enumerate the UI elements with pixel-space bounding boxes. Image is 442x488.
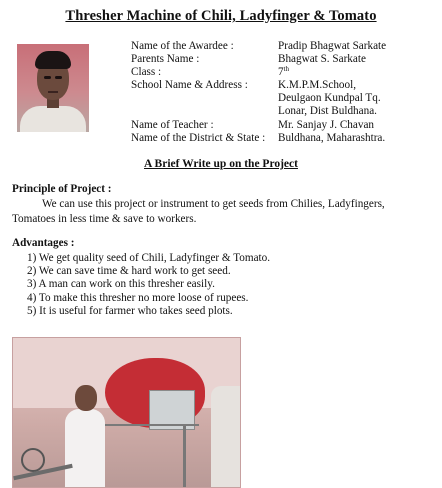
class-value [278,66,289,79]
advantage-item: 5) It is useful for farmer who takes seed plots. [27,304,233,317]
principle-line-1: We can use this project or instrument to get seeds from Chilies, Ladyfingers, [42,198,385,210]
advantages-list [27,252,270,318]
parents-value: Bhagwat S. Sarkate [278,53,366,65]
writeup-heading: A Brief Write up on the Project [144,158,298,170]
awardee-photo [17,44,89,132]
district-label: Name of the District & State : [131,132,266,144]
district-value: Buldhana, Maharashtra. [278,132,386,144]
class-number: 7 [278,66,284,78]
school-label: School Name & Address : [131,79,248,91]
school-line-1: K.M.P.M.School, [278,79,357,91]
principle-text [12,197,432,227]
thresher-photo [12,337,241,488]
advantage-item: 3) A man can work on this thresher easily. [27,278,215,291]
document-title: Thresher Machine of Chili, Ladyfinger & Tomato [65,8,377,24]
principle-heading: Principle of Project : [12,183,112,195]
school-line-3: Lonar, Dist Buldhana. [278,105,377,117]
advantage-item: 1) We get quality seed of Chili, Ladyfinger & Tomato. [27,252,271,264]
principle-line-2: Tomatoes in less time & save to workers. [12,213,197,225]
awardee-value: Pradip Bhagwat Sarkate [278,40,387,52]
parents-label: Parents Name : [131,53,200,65]
advantage-item: 2) We can save time & hard work to get seed. [27,265,231,278]
teacher-label: Name of Teacher : [131,119,214,131]
class-suffix: th [283,65,290,73]
school-line-2: Deulgaon Kundpal Tq. [278,92,381,104]
awardee-label: Name of the Awardee : [131,40,234,52]
advantage-item: 4) To make this thresher no more loose of rupees. [27,291,249,304]
teacher-value: Mr. Sanjay J. Chavan [278,119,375,131]
class-label: Class : [131,66,162,78]
advantages-heading: Advantages : [12,237,75,249]
